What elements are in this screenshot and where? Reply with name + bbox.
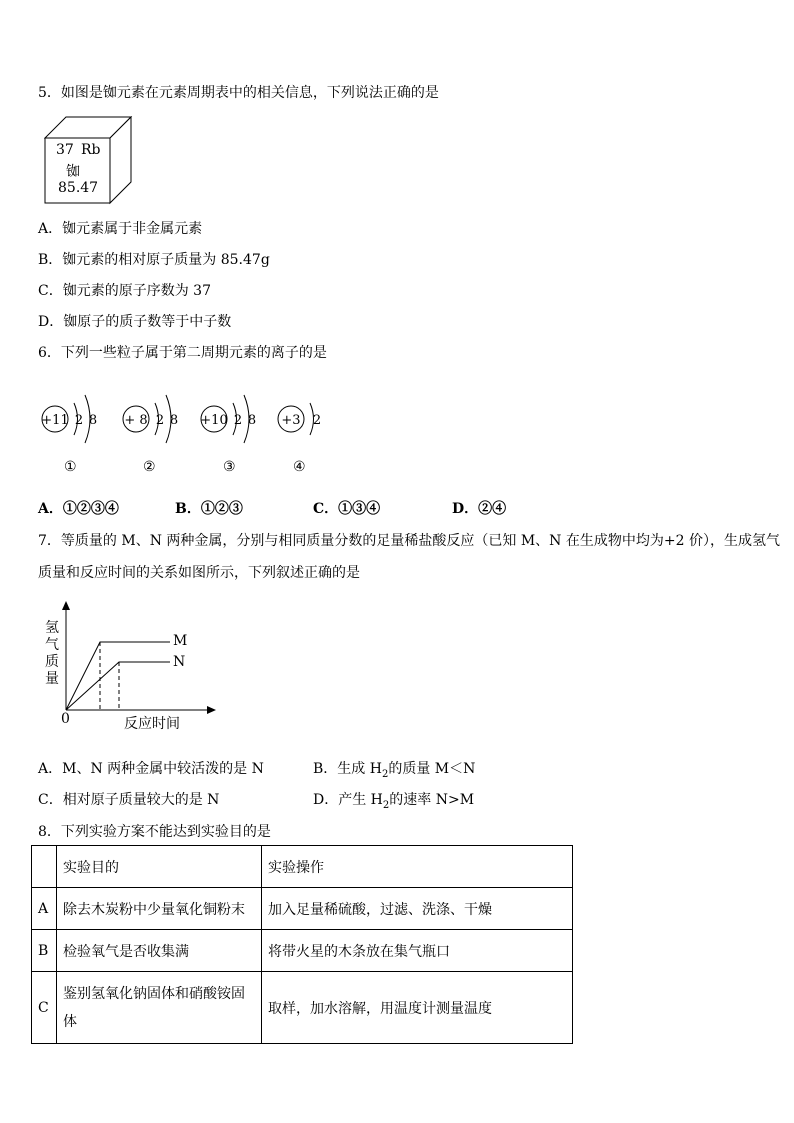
q5-option-c: C．铷元素的原子序数为 37	[38, 283, 211, 299]
particle-4-label: ④	[293, 459, 306, 475]
table-cell: 将带火星的木条放在集气瓶口	[262, 930, 573, 972]
q6-option-a: A．①②③④	[38, 501, 119, 517]
particle-2-shell-2: 8	[169, 413, 179, 428]
q7-option-b: B．生成 $H_2$的质量 M＜N	[313, 761, 476, 780]
particle-diagrams	[38, 388, 378, 448]
particle-1	[41, 395, 97, 443]
q7-option-d: D．产生 $H_2$的速率 N>M	[313, 792, 475, 811]
element-number: 37	[56, 142, 74, 158]
q8-stem: 8．下列实验方案不能达到实验目的是	[38, 824, 271, 840]
q5-stem: 5．如图是铷元素在元素周期表中的相关信息，下列说法正确的是	[38, 85, 439, 101]
table-cell: 检验氧气是否收集满	[57, 930, 262, 972]
graph-origin: 0	[61, 711, 70, 727]
table-row	[32, 930, 573, 972]
table-cell: 取样，加水溶解，用温度计测量温度	[262, 972, 573, 1044]
particle-3-nucleus: +10	[200, 413, 228, 428]
q5-option-a: A．铷元素属于非金属元素	[38, 221, 203, 237]
q6-option-d: D．②④	[452, 501, 507, 517]
graph-ylabel-2: 气	[45, 637, 59, 653]
table-cell: C	[32, 972, 57, 1044]
particle-3-label: ③	[223, 459, 236, 475]
q7-option-c: C．相对原子质量较大的是 N	[38, 792, 220, 808]
graph-xlabel: 反应时间	[124, 716, 180, 732]
q7-stem-line1: 7．等质量的 M、N 两种金属，分别与相同质量分数的足量稀盐酸反应（已知 M、N 在生成物中均为+2 价），生成氢气	[38, 533, 780, 549]
graph-ylabel-1: 氢	[45, 620, 59, 636]
particle-4-shell-1: 2	[312, 413, 322, 428]
q6-stem: 6．下列一些粒子属于第二周期元素的离子的是	[38, 345, 327, 361]
q7-option-a: A．M、N 两种金属中较活泼的是 N	[38, 761, 264, 777]
particle-2-shell-1: 2	[155, 413, 165, 428]
experiment-table	[31, 845, 573, 1044]
table-header-row	[32, 846, 573, 888]
particle-3	[200, 395, 256, 443]
table-cell: 除去木炭粉中少量氧化铜粉末	[57, 888, 262, 930]
particle-1-shell-2: 8	[88, 413, 98, 428]
graph-line-m-label: M	[173, 633, 188, 649]
particle-3-shell-1: 2	[233, 413, 243, 428]
table-cell: A	[32, 888, 57, 930]
table-header-cell: 实验目的	[57, 846, 262, 888]
table-cell: 鉴别氢氧化钠固体和硝酸铵固体	[57, 972, 262, 1044]
q7-stem-line2: 质量和反应时间的关系如图所示，下列叙述正确的是	[38, 565, 360, 581]
q6-option-b: B．①②③	[175, 501, 243, 517]
particle-4-nucleus: +3	[281, 413, 301, 428]
particle-1-label: ①	[64, 459, 77, 475]
element-mass: 85.47	[58, 180, 99, 196]
particle-2	[123, 395, 178, 443]
q5-option-d: D．铷原子的质子数等于中子数	[38, 314, 232, 330]
particle-1-nucleus: +11	[41, 413, 69, 428]
table-header-cell	[32, 846, 57, 888]
graph-ylabel-3: 质	[45, 654, 59, 670]
table-cell: B	[32, 930, 57, 972]
element-symbol: Rb	[81, 142, 101, 158]
table-cell: 加入足量稀硫酸，过滤、洗涤、干燥	[262, 888, 573, 930]
particle-2-label: ②	[143, 459, 156, 475]
graph-line-n-label: N	[173, 654, 186, 670]
table-row	[32, 972, 573, 1044]
element-name: 铷	[66, 164, 80, 180]
particle-1-shell-1: 2	[74, 413, 84, 428]
q5-option-b: B．铷元素的相对原子质量为 85.47g	[38, 252, 270, 268]
particle-4	[278, 403, 321, 435]
table-header-cell: 实验操作	[262, 846, 573, 888]
particle-2-nucleus: + 8	[124, 413, 148, 428]
particle-3-shell-2: 8	[247, 413, 257, 428]
q6-option-c: C．①③④	[313, 501, 381, 517]
table-row	[32, 888, 573, 930]
graph-ylabel-4: 量	[45, 671, 59, 687]
